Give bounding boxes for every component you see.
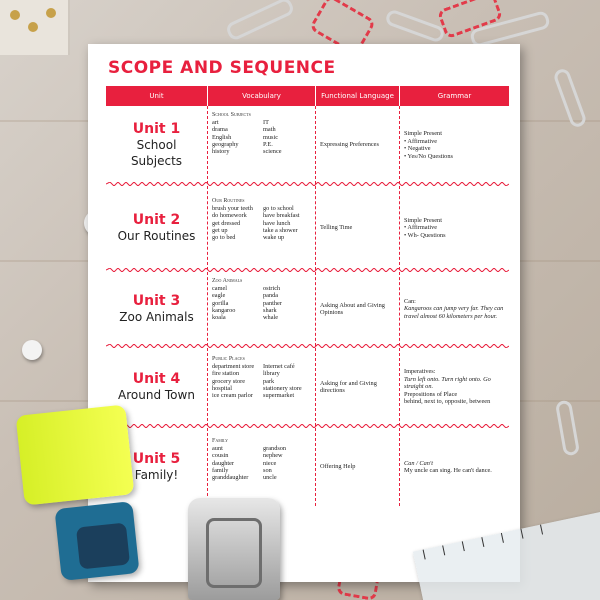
vocab-word: family bbox=[212, 466, 229, 474]
vocab-word: grandson bbox=[263, 445, 287, 452]
unit-number: Unit 2 bbox=[132, 212, 181, 228]
header-functional-language: Functional Language bbox=[316, 86, 400, 106]
unit-cell bbox=[106, 186, 208, 270]
ruler-tick bbox=[481, 537, 484, 547]
vocabulary-cell bbox=[208, 186, 316, 270]
grammar-line: • Wh- Questions bbox=[404, 231, 446, 239]
vocabulary-cell bbox=[208, 272, 316, 346]
functional-language: Asking About and Giving Opinions bbox=[320, 301, 385, 316]
table-row bbox=[106, 428, 509, 506]
grammar-cell bbox=[400, 428, 509, 506]
vocab-word: eagle bbox=[212, 292, 226, 300]
vocab-word: library bbox=[263, 370, 280, 378]
vocab-word: have breakfast bbox=[263, 212, 300, 220]
brass-fastener bbox=[28, 22, 38, 32]
vocab-word: nephew bbox=[263, 452, 283, 460]
vocab-word: supermarket bbox=[263, 392, 295, 400]
grammar-example: Kangaroos can jump very far. They can travel almost 60 kilometers per hour. bbox=[404, 305, 504, 320]
functional-language: Asking for and Giving directions bbox=[320, 379, 377, 394]
ruler-tick bbox=[462, 541, 465, 551]
vocab-word: ice cream parlor bbox=[212, 392, 253, 400]
vocab-word: niece bbox=[263, 459, 277, 467]
grammar-line: • Negative bbox=[404, 145, 431, 152]
unit-cell bbox=[106, 106, 208, 184]
vocab-word: take a shower bbox=[263, 226, 298, 234]
header-grammar: Grammar bbox=[437, 92, 472, 100]
vocab-word: koala bbox=[212, 314, 226, 322]
vocab-word: art bbox=[212, 119, 219, 126]
table-row bbox=[106, 272, 509, 346]
vocab-word: stationery store bbox=[263, 384, 302, 392]
scope-sequence-page bbox=[88, 44, 520, 582]
vocab-word: geography bbox=[212, 140, 239, 148]
ruler-tick bbox=[540, 525, 543, 535]
page-title: SCOPE AND SEQUENCE bbox=[108, 58, 336, 78]
vocab-category: Zoo Animals bbox=[212, 278, 243, 284]
unit-name: School bbox=[136, 138, 177, 152]
vocab-word: park bbox=[263, 377, 275, 385]
unit-name: Around Town bbox=[118, 388, 195, 402]
table-row bbox=[106, 186, 509, 270]
grammar-title: Simple Present bbox=[404, 130, 442, 137]
grammar-line: • Affirmative bbox=[404, 137, 438, 145]
ruler-tick bbox=[442, 545, 445, 555]
vocab-word: music bbox=[263, 133, 279, 141]
vocab-word: get up bbox=[212, 226, 228, 234]
vocab-word: panther bbox=[263, 299, 282, 307]
vocabulary-cell bbox=[208, 106, 316, 184]
highlighter-cap-inner bbox=[76, 523, 130, 570]
functional-language: Offering Help bbox=[320, 463, 356, 471]
header-unit: Unit bbox=[106, 86, 208, 106]
stapler-detail bbox=[206, 518, 262, 588]
grammar-title: Can: bbox=[404, 297, 416, 305]
vocab-word: do homework bbox=[212, 212, 247, 220]
pushpin-icon bbox=[22, 340, 42, 360]
table-row bbox=[106, 106, 509, 184]
functional-cell bbox=[316, 428, 400, 506]
unit-number: Unit 1 bbox=[132, 121, 181, 137]
vocab-word: IT bbox=[263, 119, 269, 126]
grammar-line: behind, next to, opposite, between bbox=[404, 398, 491, 406]
unit-name: Family! bbox=[134, 468, 179, 482]
unit-number: Unit 5 bbox=[132, 451, 181, 467]
vocab-word: English bbox=[212, 133, 232, 141]
vocab-word: wake up bbox=[263, 234, 285, 242]
vocab-word: brush your teeth bbox=[212, 205, 253, 212]
vocab-word: get dressed bbox=[212, 219, 241, 227]
table-header bbox=[106, 86, 509, 106]
vocab-word: son bbox=[263, 466, 272, 474]
vocab-word: drama bbox=[212, 126, 228, 134]
grammar-line: • Affirmative bbox=[404, 224, 438, 232]
vocab-word: department store bbox=[212, 363, 255, 370]
functional-cell bbox=[316, 106, 400, 184]
grammar-cell bbox=[400, 186, 509, 270]
unit-number: Unit 4 bbox=[132, 371, 181, 387]
vocab-word: go to school bbox=[263, 205, 294, 212]
vocab-word: math bbox=[263, 126, 276, 134]
vocab-word: daughter bbox=[212, 459, 235, 467]
grammar-cell bbox=[400, 106, 509, 184]
grammar-line: • Yes/No Questions bbox=[404, 152, 453, 160]
ruler-tick bbox=[520, 529, 523, 539]
vocab-word: P.E. bbox=[263, 140, 273, 148]
header-vocabulary: Vocabulary bbox=[208, 86, 316, 106]
vocab-word: camel bbox=[212, 285, 228, 292]
unit-number: Unit 3 bbox=[132, 293, 181, 309]
vocab-word: shark bbox=[263, 306, 277, 314]
grammar-title: Simple Present bbox=[404, 216, 442, 224]
vocab-word: have lunch bbox=[263, 219, 291, 227]
ruler-tick bbox=[501, 533, 504, 543]
grammar-line: Prepositions of Place bbox=[404, 390, 458, 398]
unit-cell bbox=[106, 272, 208, 346]
unit-name: Our Routines bbox=[117, 229, 196, 243]
vocab-word: grocery store bbox=[212, 377, 246, 385]
grammar-cell bbox=[400, 348, 509, 426]
vocab-word: hospital bbox=[212, 384, 232, 392]
grammar-line: My uncle can sing. He can't dance. bbox=[404, 467, 492, 474]
grammar-cell bbox=[400, 272, 509, 346]
unit-name: Zoo Animals bbox=[119, 310, 194, 324]
vocab-word: uncle bbox=[263, 474, 277, 482]
vocab-word: history bbox=[212, 148, 230, 156]
vocabulary-cell bbox=[208, 348, 316, 426]
ruler-tick bbox=[423, 549, 426, 559]
vocab-word: fire station bbox=[212, 370, 240, 378]
vocab-category: School Subjects bbox=[212, 112, 251, 118]
vocab-word: ostrich bbox=[263, 285, 281, 292]
unit-name: Subjects bbox=[130, 154, 183, 168]
vocab-word: Internet café bbox=[263, 363, 295, 370]
vocab-word: science bbox=[263, 148, 282, 156]
vocab-word: granddaughter bbox=[212, 474, 249, 482]
functional-language: Telling Time bbox=[320, 224, 353, 232]
vocab-word: gorilla bbox=[212, 299, 229, 307]
functional-language: Expressing Preferences bbox=[320, 141, 379, 149]
vocab-word: go to bed bbox=[212, 234, 236, 242]
grammar-title: Can / Can't bbox=[404, 459, 433, 467]
functional-cell bbox=[316, 186, 400, 270]
brass-fastener bbox=[46, 8, 56, 18]
vocab-category: Our Routines bbox=[212, 198, 245, 204]
vocab-category: Family bbox=[212, 438, 229, 444]
vocab-word: aunt bbox=[212, 445, 223, 452]
grammar-title: Imperatives: bbox=[404, 368, 436, 376]
vocab-word: whale bbox=[263, 314, 279, 322]
vocab-word: cousin bbox=[212, 452, 229, 460]
vocab-word: panda bbox=[263, 292, 279, 300]
functional-cell bbox=[316, 272, 400, 346]
highlighter-icon bbox=[16, 404, 135, 505]
stapler-icon bbox=[188, 498, 280, 600]
table-row bbox=[106, 348, 509, 426]
grammar-example: Turn left onto. Turn right onto. Go straight on. bbox=[404, 375, 491, 391]
functional-cell bbox=[316, 348, 400, 426]
brass-fastener bbox=[10, 10, 20, 20]
vocabulary-cell bbox=[208, 428, 316, 506]
vocab-word: kangaroo bbox=[212, 306, 236, 314]
vocab-category: Public Places bbox=[212, 356, 245, 362]
pushpin-box bbox=[0, 0, 70, 55]
